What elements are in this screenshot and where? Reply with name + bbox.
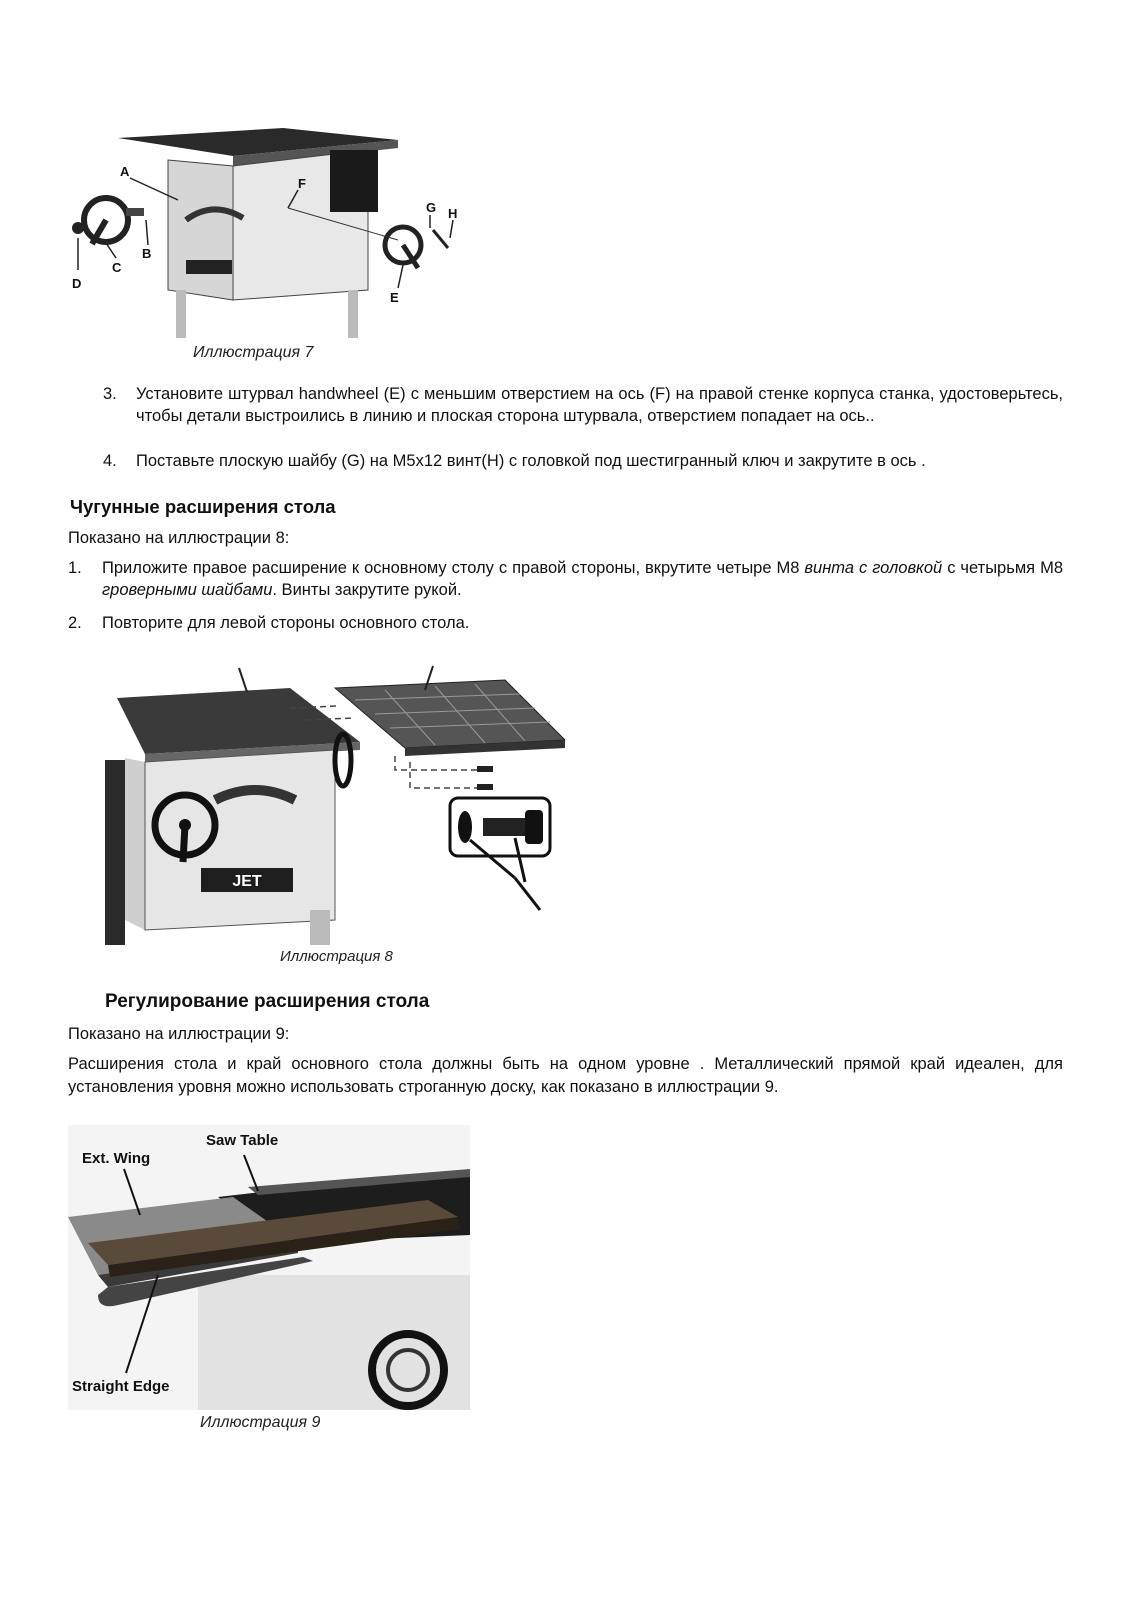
step-4 — [103, 450, 1063, 472]
step-text-part: . Винты закрутите рукой. — [272, 581, 462, 599]
section1-step-2 — [68, 612, 1063, 634]
step-text — [102, 557, 1063, 601]
section1-step-1 — [68, 557, 1063, 603]
figure-8-drawing — [105, 650, 565, 945]
step-number: 1. — [68, 559, 82, 577]
step-3 — [103, 383, 1063, 449]
section2-intro: Показано на иллюстрации 9: — [68, 1025, 290, 1043]
section2-paragraph: Расширения стола и край основного стола должны быть на одном уровне . Металлический прямой край идеален, для установления уровня можно использовать строганную доску, как показано в иллюстрации 9. — [68, 1055, 1063, 1096]
fig9-label-ext-wing: Ext. Wing — [82, 1150, 151, 1167]
fig7-label-h: H — [448, 206, 458, 221]
step-text: Поставьте плоскую шайбу (G) на M5x12 винт(H) с головкой под шестигранный ключ и закрутите в ось . — [136, 452, 926, 470]
step-number: 2. — [68, 614, 82, 632]
fig7-label-g: G — [426, 200, 437, 215]
figure-9-caption: Иллюстрация 9 — [200, 1414, 321, 1431]
figure-7 — [68, 120, 478, 338]
step-text: Установите штурвал handwheel (E) с меньшим отверстием на ось (F) на правой стенке корпуса станка, удостоверьтесь, чтобы детали выстроились в линию и плоская сторона штурвала, отверстием попадает на ось.. — [136, 385, 1063, 425]
figure-9-drawing — [68, 1125, 470, 1410]
fig7-label-d: D — [72, 276, 82, 291]
fig9-label-straight-edge: Straight Edge — [72, 1378, 170, 1395]
fig7-label-e: E — [390, 290, 399, 305]
figure-8 — [105, 650, 565, 945]
section-heading-cast-iron-wings: Чугунные расширения стола — [70, 496, 336, 517]
step-number: 3. — [103, 385, 117, 403]
figure-9 — [68, 1125, 470, 1410]
fig7-label-b: B — [142, 246, 152, 261]
fig7-label-f: F — [298, 176, 306, 191]
step-number: 4. — [103, 452, 117, 470]
step-text-part: с четырьмя M8 — [942, 559, 1063, 577]
step-text-part: Приложите правое расширение к основному столу с правой стороны, вкрутите четыре M8 — [102, 559, 805, 577]
section-heading-wing-adjustment: Регулирование расширения стола — [105, 991, 430, 1012]
step-text: Повторите для левой стороны основного стола. — [102, 614, 470, 632]
fig9-label-saw-table: Saw Table — [206, 1132, 279, 1149]
fig7-label-c: C — [112, 260, 122, 275]
figure-7-caption: Иллюстрация 7 — [193, 344, 314, 361]
figure-8-caption: Иллюстрация 8 — [280, 948, 393, 965]
section1-intro: Показано на иллюстрации 8: — [68, 529, 290, 547]
step-text-italic: гроверными шайбами — [102, 581, 273, 599]
step-text-italic: винта с головкой — [804, 559, 943, 577]
figure-7-drawing — [68, 120, 478, 338]
jet-brand: JET — [232, 873, 262, 890]
fig7-label-a: A — [120, 164, 130, 179]
